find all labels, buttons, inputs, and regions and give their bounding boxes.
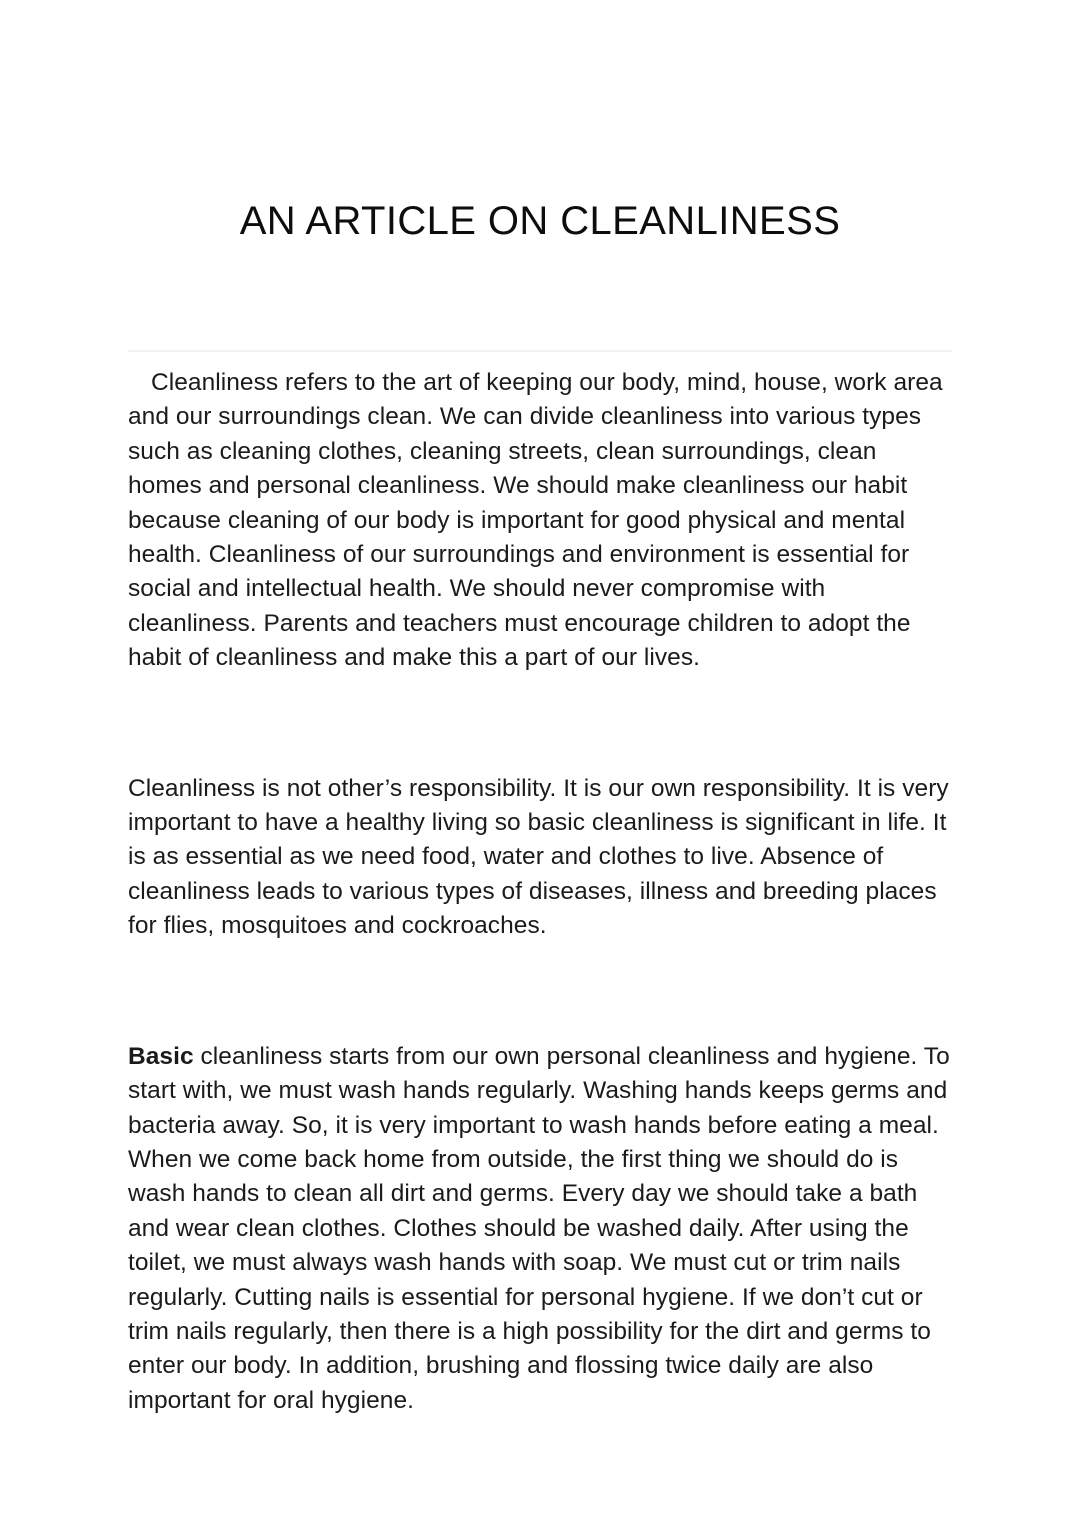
document-content-column xyxy=(128,0,952,1414)
paragraph-2-text: Cleanliness is not other’s responsibility. It is our own responsibility. It is very important to have a healthy living so basic cleanliness is significant in life. It is as essential as we need food, water and clothes to live. Absence of cleanliness leads to various types of diseases, illness and breeding places for flies, mosquitoes and cockroaches. xyxy=(128,774,949,940)
paragraph-3 xyxy=(128,1040,952,1418)
title-divider xyxy=(128,350,952,352)
paragraph-2 xyxy=(128,772,952,944)
paragraph-1 xyxy=(128,366,952,676)
paragraph-3-text: cleanliness starts from our own personal cleanliness and hygiene. To start with, we must wash hands regularly. Washing hands keeps germs and bacteria away. So, it is very important to wash hands before eating a meal. When we come back home from outside, the first thing we should do is wash hands to clean all dirt and germs. Every day we should take a bath and wear clean clothes. Clothes should be washed daily. After using the toilet, we must always wash hands with soap. We must cut or trim nails regularly. Cutting nails is essential for personal hygiene. If we don’t cut or trim nails regularly, then there is a high possibility for the dirt and germs to enter our body. In addition, brushing and flossing twice daily are also important for oral hygiene. xyxy=(128,1042,950,1414)
page-title: AN ARTICLE ON CLEANLINESS xyxy=(239,199,841,243)
paragraph-3-lead-bold: Basic xyxy=(128,1042,194,1070)
article-body xyxy=(128,366,952,1418)
paragraph-1-text: Cleanliness refers to the art of keeping our body, mind, house, work area and our surroundings clean. We can divide cleanliness into various types such as cleaning clothes, cleaning streets, clean surroundings, clean homes and personal cleanliness. We should make cleanliness our habit because cleaning of our body is important for good physical and mental health. Cleanliness of our surroundings and environment is essential for social and intellectual health. We should never compromise with cleanliness. Parents and teachers must encourage children to adopt the habit of cleanliness and make this a part of our lives. xyxy=(128,369,943,672)
